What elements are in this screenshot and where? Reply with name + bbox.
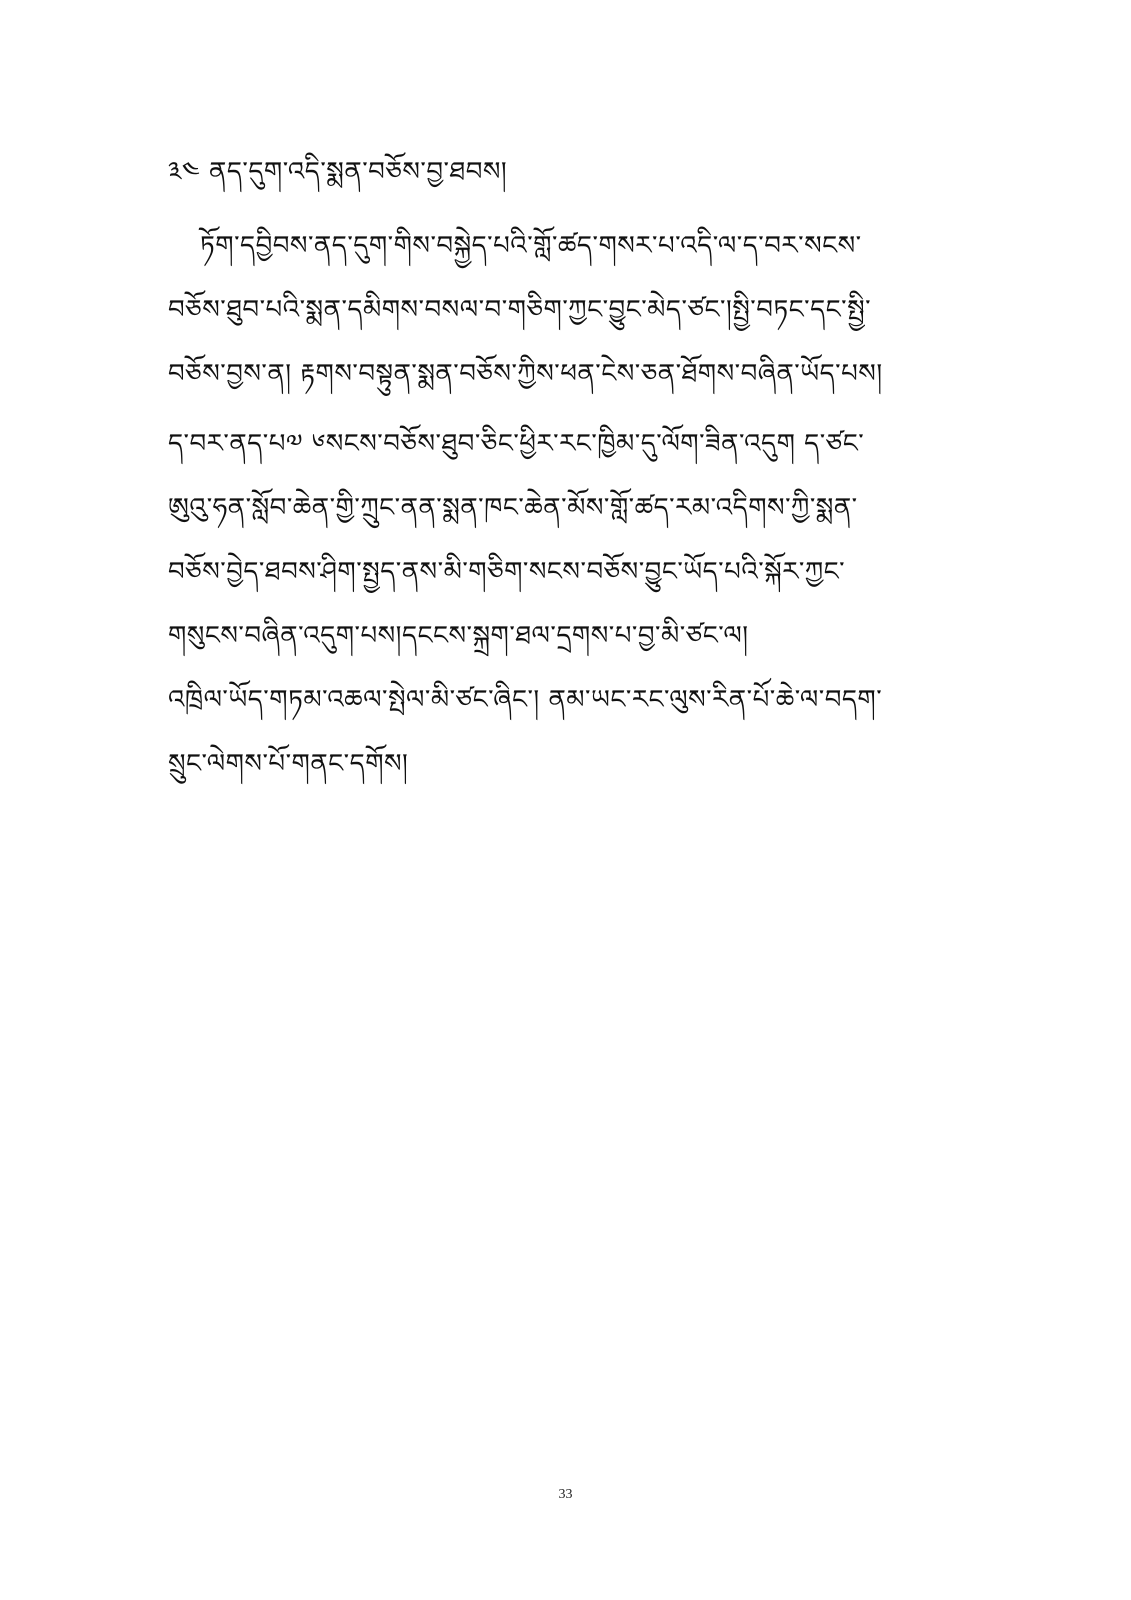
paragraph-1-line-2: བཅོས་ཐུབ་པའི་སྨན་དམིགས་བསལ་བ་གཅིག་ཀྱང་བྱུང་མེད་ཙང་།སྤྱི་བཏང་དང་སྤྱི་ bbox=[168, 295, 872, 325]
paragraph-2-line-1: ད་བར་ནད་པ༧ ༦སངས་བཅོས་ཐུབ་ཅིང་ཕྱིར་རང་ཁྱིམ་དུ་ལོག་ཟིན་འདུག ད་ཙང་ bbox=[168, 429, 865, 459]
section-heading: ༣༤ ནད་དུག་འདི་སྨན་བཅོས་བྱ་ཐབས། bbox=[168, 157, 508, 187]
paragraph-2-line-3: བཅོས་བྱེད་ཐབས་ཤིག་སྤྱད་ནས་མི་གཅིག་སངས་བཅོས་བྱུང་ཡོད་པའི་སྐོར་ཀྱང་ bbox=[168, 557, 846, 587]
paragraph-2-line-4: གསུངས་བཞིན་འདུག་པས།དངངས་སྐྲག་ཐལ་དྲགས་པ་བྱ་མི་ཙང་ལ། bbox=[168, 621, 749, 651]
page-number: 33 bbox=[558, 1487, 573, 1502]
paragraph-1-line-3: བཅོས་བྱས་ན། རྟགས་བསྟུན་སྨན་བཅོས་ཀྱིས་ཕན་ངེས་ཅན་ཐོགས་བཞིན་ཡོད་པས། bbox=[168, 359, 883, 389]
page-content bbox=[168, 140, 928, 796]
paragraph-2-line-2: ཨུའུ་ཧན་སློབ་ཆེན་གྱི་ཀྲུང་ནན་སྨན་ཁང་ཆེན་མོས་གློ་ཚད་རམ་འདིགས་ཀྱི་སྨན་ bbox=[168, 493, 858, 523]
paragraph-1 bbox=[168, 214, 928, 406]
paragraph-2 bbox=[168, 412, 928, 796]
paragraph-1-line-1: ཏོག་དབྱིབས་ནད་དུག་གིས་བསྐྱེད་པའི་གློ་ཚད་གསར་པ་འདི་ལ་ད་བར་སངས་ bbox=[200, 231, 862, 261]
paragraph-2-line-5: འཁྲིལ་ཡོད་གཏམ་འཆལ་སྤེལ་མི་ཙང་ཞིང་། ནམ་ཡང་རང་ལུས་རིན་པོ་ཆེ་ལ་བདག་ bbox=[168, 685, 883, 715]
paragraph-2-line-6: སྲུང་ལེགས་པོ་གནང་དགོས། bbox=[168, 749, 409, 779]
